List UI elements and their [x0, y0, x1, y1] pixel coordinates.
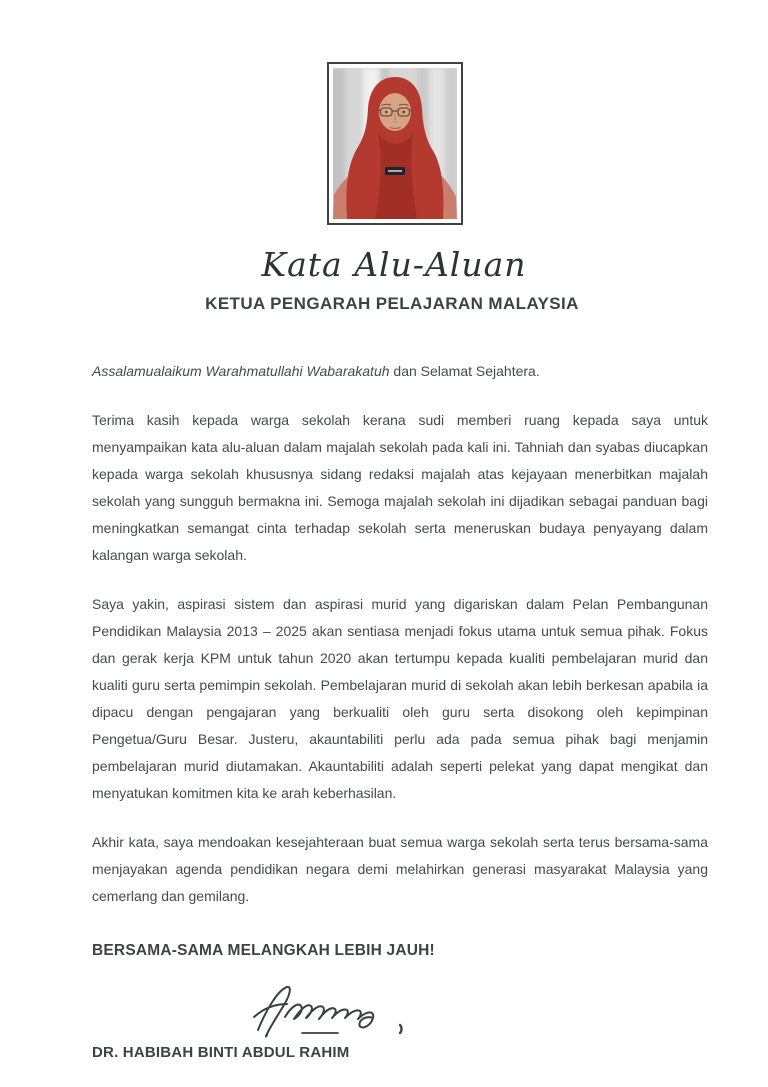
closing-slogan: BERSAMA-SAMA MELANGKAH LEBIH JAUH!	[92, 942, 435, 959]
page-heading: KETUA PENGARAH PELAJARAN MALAYSIA	[205, 294, 579, 313]
face	[379, 93, 411, 131]
signatory-name: DR. HABIBAH BINTI ABDUL RAHIM	[92, 1043, 350, 1061]
script-title: Kata Alu-Aluan	[261, 245, 527, 284]
hijab-drape	[375, 134, 417, 219]
paragraph-1: Terima kasih kepada warga sekolah kerana sudi memberi ruang kepada saya untuk menyampaikan kata alu-aluan dalam majalah sekolah pada kali ini. Tahniah dan syabas diucapkan kepada warga sekolah khususnya sidang redaksi majalah atas kejayaan menerbitkan majalah sekolah yang sungguh bermakna ini. Semoga majalah sekolah ini dijadikan sebagai panduan bagi meningkatkan semangat cinta terhadap sekolah serta meneruskan budaya penyayang dalam kalangan warga sekolah.	[92, 412, 708, 563]
paragraph-3: Akhir kata, saya mendoakan kesejahteraan buat semua warga sekolah serta terus bersama-sama menjayakan agenda pendidikan negara demi melahirkan generasi masyarakat Malaysia yang cemerlang dan gemilang.	[92, 834, 708, 904]
letter-body	[92, 358, 708, 1061]
greeting-line	[92, 358, 708, 385]
signature	[244, 976, 708, 1040]
paragraph-2: Saya yakin, aspirasi sistem dan aspirasi murid yang digariskan dalam Pelan Pembangunan Pendidikan Malaysia 2013 – 2025 akan sentiasa menjadi fokus utama untuk semua pihak. Fokus dan gerak kerja KPM untuk tahun 2020 akan tertumpu kepada kualiti pembelajaran murid dan kualiti guru serta pemimpin sekolah. Pembelajaran murid di sekolah akan lebih berkesan apabila ia dipacu dengan pengajaran yang berkualiti oleh guru serta disokong oleh kepimpinan Pengetua/Guru Besar. Justeru, akauntabiliti perlu ada pada semua pihak bagi menjamin pembelajaran murid diutamakan. Akauntabiliti adalah seperti pelekat yang dapat mengikat dan menyatukan komitmen kita ke arah keberhasilan.	[92, 596, 708, 801]
name-tag	[385, 167, 405, 175]
greeting-rest: dan Selamat Sejahtera.	[389, 363, 540, 379]
portrait-image	[333, 68, 457, 219]
greeting-salutation: Assalamualaikum Warahmatullahi Wabarakatuh	[92, 363, 390, 379]
signature-image	[244, 976, 434, 1040]
portrait-photo	[327, 62, 463, 225]
